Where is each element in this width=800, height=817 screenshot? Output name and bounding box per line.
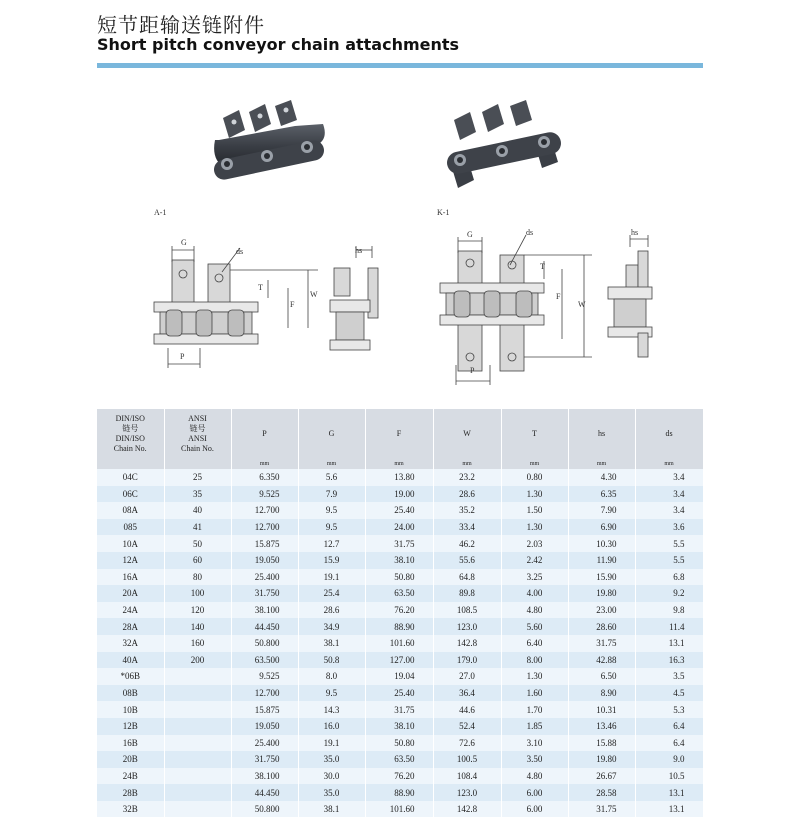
cell-din: 10A bbox=[97, 535, 164, 552]
unit-g: mm bbox=[298, 459, 365, 469]
cell-hs: 19.80 bbox=[568, 585, 635, 602]
dim-label-ds-right: ds bbox=[526, 228, 534, 237]
cell-hs: 4.30 bbox=[568, 469, 635, 486]
cell-f: 13.80 bbox=[365, 469, 433, 486]
cell-t: 4.80 bbox=[501, 602, 568, 619]
header-ds: ds bbox=[635, 409, 703, 459]
cell-din: 20A bbox=[97, 585, 164, 602]
header-din-iso-line4: Chain No. bbox=[113, 444, 147, 453]
cell-f: 88.90 bbox=[365, 784, 433, 801]
header-ansi-line4: Chain No. bbox=[181, 444, 214, 453]
cell-ansi: 50 bbox=[164, 535, 231, 552]
dim-label-hs-right: hs bbox=[631, 228, 639, 237]
cell-g: 9.5 bbox=[298, 519, 365, 536]
cell-ansi: 80 bbox=[164, 569, 231, 586]
cell-din: 24B bbox=[97, 768, 164, 785]
dim-label-t-left: T bbox=[258, 283, 263, 292]
table-row bbox=[97, 701, 703, 718]
cell-p: 19.050 bbox=[231, 718, 298, 735]
cell-ansi: 160 bbox=[164, 635, 231, 652]
cell-w: 108.4 bbox=[433, 768, 501, 785]
cell-ansi bbox=[164, 685, 231, 702]
cell-p: 9.525 bbox=[231, 486, 298, 503]
diagram-label-a1: A-1 bbox=[154, 208, 167, 217]
table-unit-row bbox=[97, 459, 703, 469]
cell-ansi bbox=[164, 784, 231, 801]
cell-p: 6.350 bbox=[231, 469, 298, 486]
cell-w: 28.6 bbox=[433, 486, 501, 503]
cell-ds: 3.4 bbox=[635, 502, 703, 519]
cell-f: 88.90 bbox=[365, 618, 433, 635]
cell-g: 8.0 bbox=[298, 668, 365, 685]
cell-f: 24.00 bbox=[365, 519, 433, 536]
dim-label-g-right: G bbox=[467, 230, 473, 239]
table-row bbox=[97, 784, 703, 801]
cell-hs: 42.88 bbox=[568, 652, 635, 669]
cell-din: 08B bbox=[97, 685, 164, 702]
cell-g: 34.9 bbox=[298, 618, 365, 635]
cell-t: 4.80 bbox=[501, 768, 568, 785]
cell-t: 0.80 bbox=[501, 469, 568, 486]
dim-label-p-left: P bbox=[180, 352, 185, 361]
cell-w: 64.8 bbox=[433, 569, 501, 586]
cell-din: 06C bbox=[97, 486, 164, 503]
header-ansi-line2: 链号 bbox=[189, 424, 206, 433]
cell-hs: 6.50 bbox=[568, 668, 635, 685]
unit-ansi bbox=[164, 459, 231, 469]
cell-ansi bbox=[164, 768, 231, 785]
cell-hs: 10.30 bbox=[568, 535, 635, 552]
cell-ds: 5.3 bbox=[635, 701, 703, 718]
cell-ds: 3.6 bbox=[635, 519, 703, 536]
cell-hs: 19.80 bbox=[568, 751, 635, 768]
cell-din: 32B bbox=[97, 801, 164, 817]
cell-t: 5.60 bbox=[501, 618, 568, 635]
cell-g: 35.0 bbox=[298, 784, 365, 801]
cell-f: 31.75 bbox=[365, 535, 433, 552]
cell-ds: 9.8 bbox=[635, 602, 703, 619]
chain-photo-k1 bbox=[440, 98, 570, 193]
cell-g: 12.7 bbox=[298, 535, 365, 552]
cell-din: *06B bbox=[97, 668, 164, 685]
header-din-iso bbox=[97, 409, 164, 459]
cell-p: 44.450 bbox=[231, 618, 298, 635]
cell-ds: 10.5 bbox=[635, 768, 703, 785]
cell-g: 28.6 bbox=[298, 602, 365, 619]
cell-t: 3.50 bbox=[501, 751, 568, 768]
cell-din: 12B bbox=[97, 718, 164, 735]
cell-ds: 5.5 bbox=[635, 535, 703, 552]
header-t: T bbox=[501, 409, 568, 459]
cell-din: 28B bbox=[97, 784, 164, 801]
cell-p: 12.700 bbox=[231, 519, 298, 536]
cell-f: 63.50 bbox=[365, 751, 433, 768]
table-row bbox=[97, 585, 703, 602]
cell-f: 63.50 bbox=[365, 585, 433, 602]
table-row bbox=[97, 685, 703, 702]
cell-g: 38.1 bbox=[298, 801, 365, 817]
table-row bbox=[97, 801, 703, 817]
dim-label-f-left: F bbox=[290, 300, 295, 309]
cell-w: 142.8 bbox=[433, 635, 501, 652]
table-row bbox=[97, 535, 703, 552]
cell-f: 50.80 bbox=[365, 569, 433, 586]
cell-g: 30.0 bbox=[298, 768, 365, 785]
cell-ds: 6.4 bbox=[635, 735, 703, 752]
cell-w: 23.2 bbox=[433, 469, 501, 486]
cell-ds: 9.2 bbox=[635, 585, 703, 602]
cell-hs: 11.90 bbox=[568, 552, 635, 569]
cell-din: 16A bbox=[97, 569, 164, 586]
page-title-en: Short pitch conveyor chain attachments bbox=[97, 35, 460, 54]
cell-hs: 23.00 bbox=[568, 602, 635, 619]
cell-ansi: 200 bbox=[164, 652, 231, 669]
cell-f: 101.60 bbox=[365, 635, 433, 652]
cell-w: 123.0 bbox=[433, 784, 501, 801]
cell-ds: 13.1 bbox=[635, 784, 703, 801]
cell-f: 25.40 bbox=[365, 685, 433, 702]
cell-ansi: 41 bbox=[164, 519, 231, 536]
cell-f: 101.60 bbox=[365, 801, 433, 817]
header-ansi-line3: ANSI bbox=[188, 434, 207, 443]
cell-p: 50.800 bbox=[231, 801, 298, 817]
cell-p: 9.525 bbox=[231, 668, 298, 685]
cell-t: 4.00 bbox=[501, 585, 568, 602]
cell-t: 8.00 bbox=[501, 652, 568, 669]
diagram-label-k1: K-1 bbox=[437, 208, 450, 217]
cell-t: 1.50 bbox=[501, 502, 568, 519]
header-din-iso-line3: DIN/ISO bbox=[115, 434, 145, 443]
cell-w: 72.6 bbox=[433, 735, 501, 752]
cell-p: 31.750 bbox=[231, 585, 298, 602]
cell-ds: 3.5 bbox=[635, 668, 703, 685]
cell-f: 31.75 bbox=[365, 701, 433, 718]
table-row bbox=[97, 552, 703, 569]
cell-w: 108.5 bbox=[433, 602, 501, 619]
header-w: W bbox=[433, 409, 501, 459]
cell-t: 2.42 bbox=[501, 552, 568, 569]
cell-ds: 16.3 bbox=[635, 652, 703, 669]
table-row bbox=[97, 519, 703, 536]
table-row bbox=[97, 635, 703, 652]
table-body bbox=[97, 469, 703, 817]
cell-g: 38.1 bbox=[298, 635, 365, 652]
cell-t: 1.60 bbox=[501, 685, 568, 702]
table-row bbox=[97, 751, 703, 768]
dim-label-hs-left: hs bbox=[355, 246, 363, 255]
cell-f: 76.20 bbox=[365, 602, 433, 619]
unit-hs: mm bbox=[568, 459, 635, 469]
cell-ansi bbox=[164, 718, 231, 735]
spec-table bbox=[97, 409, 704, 817]
cell-f: 127.00 bbox=[365, 652, 433, 669]
cell-p: 38.100 bbox=[231, 602, 298, 619]
header-din-iso-line1: DIN/ISO bbox=[115, 414, 145, 423]
cell-ansi: 100 bbox=[164, 585, 231, 602]
cell-p: 12.700 bbox=[231, 685, 298, 702]
cell-ansi: 140 bbox=[164, 618, 231, 635]
cell-p: 15.875 bbox=[231, 701, 298, 718]
cell-g: 35.0 bbox=[298, 751, 365, 768]
unit-p: mm bbox=[231, 459, 298, 469]
header-ansi bbox=[164, 409, 231, 459]
cell-p: 12.700 bbox=[231, 502, 298, 519]
cell-ds: 3.4 bbox=[635, 486, 703, 503]
table-row bbox=[97, 602, 703, 619]
cell-g: 9.5 bbox=[298, 502, 365, 519]
cell-w: 46.2 bbox=[433, 535, 501, 552]
cell-w: 44.6 bbox=[433, 701, 501, 718]
cell-w: 179.0 bbox=[433, 652, 501, 669]
unit-f: mm bbox=[365, 459, 433, 469]
cell-hs: 13.46 bbox=[568, 718, 635, 735]
cell-din: 04C bbox=[97, 469, 164, 486]
unit-t: mm bbox=[501, 459, 568, 469]
cell-g: 19.1 bbox=[298, 735, 365, 752]
cell-f: 50.80 bbox=[365, 735, 433, 752]
cell-t: 1.30 bbox=[501, 519, 568, 536]
cell-f: 25.40 bbox=[365, 502, 433, 519]
cell-din: 32A bbox=[97, 635, 164, 652]
cell-g: 25.4 bbox=[298, 585, 365, 602]
table-row bbox=[97, 569, 703, 586]
cell-din: 085 bbox=[97, 519, 164, 536]
cell-p: 25.400 bbox=[231, 569, 298, 586]
cell-w: 100.5 bbox=[433, 751, 501, 768]
cell-hs: 15.88 bbox=[568, 735, 635, 752]
table-row bbox=[97, 502, 703, 519]
cell-ds: 13.1 bbox=[635, 801, 703, 817]
cell-g: 15.9 bbox=[298, 552, 365, 569]
cell-din: 10B bbox=[97, 701, 164, 718]
cell-ds: 6.8 bbox=[635, 569, 703, 586]
cell-din: 24A bbox=[97, 602, 164, 619]
dim-label-ds-left: ds bbox=[236, 247, 244, 256]
cell-ansi: 25 bbox=[164, 469, 231, 486]
header-g: G bbox=[298, 409, 365, 459]
cell-t: 6.00 bbox=[501, 801, 568, 817]
cell-g: 50.8 bbox=[298, 652, 365, 669]
table-row bbox=[97, 718, 703, 735]
cell-f: 19.04 bbox=[365, 668, 433, 685]
cell-ansi bbox=[164, 801, 231, 817]
cell-p: 25.400 bbox=[231, 735, 298, 752]
dim-label-g-left: G bbox=[181, 238, 187, 247]
cell-t: 3.25 bbox=[501, 569, 568, 586]
table-row bbox=[97, 618, 703, 635]
cell-g: 9.5 bbox=[298, 685, 365, 702]
cell-ansi: 35 bbox=[164, 486, 231, 503]
cell-hs: 28.60 bbox=[568, 618, 635, 635]
cell-ds: 9.0 bbox=[635, 751, 703, 768]
header-din-iso-line2: 链号 bbox=[122, 424, 139, 433]
table-header-row bbox=[97, 409, 703, 459]
cell-din: 20B bbox=[97, 751, 164, 768]
header-f: F bbox=[365, 409, 433, 459]
cell-hs: 6.35 bbox=[568, 486, 635, 503]
cell-hs: 28.58 bbox=[568, 784, 635, 801]
cell-ansi: 60 bbox=[164, 552, 231, 569]
cell-g: 14.3 bbox=[298, 701, 365, 718]
cell-hs: 31.75 bbox=[568, 801, 635, 817]
cell-ansi: 40 bbox=[164, 502, 231, 519]
header-ansi-line1: ANSI bbox=[188, 414, 207, 423]
cell-t: 1.70 bbox=[501, 701, 568, 718]
cell-hs: 26.67 bbox=[568, 768, 635, 785]
cell-din: 12A bbox=[97, 552, 164, 569]
cell-din: 16B bbox=[97, 735, 164, 752]
cell-hs: 7.90 bbox=[568, 502, 635, 519]
cell-w: 142.8 bbox=[433, 801, 501, 817]
cell-g: 19.1 bbox=[298, 569, 365, 586]
cell-w: 33.4 bbox=[433, 519, 501, 536]
table-row bbox=[97, 652, 703, 669]
cell-f: 38.10 bbox=[365, 718, 433, 735]
cell-w: 35.2 bbox=[433, 502, 501, 519]
cell-din: 28A bbox=[97, 618, 164, 635]
cell-din: 08A bbox=[97, 502, 164, 519]
cell-p: 19.050 bbox=[231, 552, 298, 569]
table-row bbox=[97, 486, 703, 503]
cell-t: 1.85 bbox=[501, 718, 568, 735]
page-title-cn: 短节距输送链附件 bbox=[97, 13, 265, 37]
cell-t: 1.30 bbox=[501, 668, 568, 685]
cell-hs: 10.31 bbox=[568, 701, 635, 718]
cell-t: 6.00 bbox=[501, 784, 568, 801]
cell-g: 5.6 bbox=[298, 469, 365, 486]
cell-ansi bbox=[164, 668, 231, 685]
unit-w: mm bbox=[433, 459, 501, 469]
dim-label-w-left: W bbox=[310, 290, 318, 299]
cell-g: 7.9 bbox=[298, 486, 365, 503]
cell-g: 16.0 bbox=[298, 718, 365, 735]
cell-p: 63.500 bbox=[231, 652, 298, 669]
cell-p: 38.100 bbox=[231, 768, 298, 785]
cell-hs: 6.90 bbox=[568, 519, 635, 536]
cell-ds: 5.5 bbox=[635, 552, 703, 569]
cell-ds: 6.4 bbox=[635, 718, 703, 735]
cell-w: 36.4 bbox=[433, 685, 501, 702]
cell-t: 3.10 bbox=[501, 735, 568, 752]
cell-f: 76.20 bbox=[365, 768, 433, 785]
cell-w: 52.4 bbox=[433, 718, 501, 735]
cell-f: 19.00 bbox=[365, 486, 433, 503]
header-hs: hs bbox=[568, 409, 635, 459]
cell-ds: 13.1 bbox=[635, 635, 703, 652]
header-p: P bbox=[231, 409, 298, 459]
dim-label-f-right: F bbox=[556, 292, 561, 301]
cell-p: 15.875 bbox=[231, 535, 298, 552]
unit-din bbox=[97, 459, 164, 469]
table-row bbox=[97, 735, 703, 752]
table-row bbox=[97, 668, 703, 685]
title-divider bbox=[97, 63, 703, 68]
cell-p: 44.450 bbox=[231, 784, 298, 801]
cell-ansi bbox=[164, 701, 231, 718]
cell-ansi bbox=[164, 735, 231, 752]
unit-ds: mm bbox=[635, 459, 703, 469]
chain-photo-a1 bbox=[205, 100, 335, 190]
cell-w: 27.0 bbox=[433, 668, 501, 685]
dim-label-t-right: T bbox=[540, 262, 545, 271]
cell-hs: 31.75 bbox=[568, 635, 635, 652]
table-row bbox=[97, 469, 703, 486]
cell-hs: 8.90 bbox=[568, 685, 635, 702]
cell-ds: 4.5 bbox=[635, 685, 703, 702]
cell-ansi: 120 bbox=[164, 602, 231, 619]
dim-label-w-right: W bbox=[578, 300, 586, 309]
cell-t: 1.30 bbox=[501, 486, 568, 503]
cell-w: 55.6 bbox=[433, 552, 501, 569]
cell-hs: 15.90 bbox=[568, 569, 635, 586]
cell-ds: 3.4 bbox=[635, 469, 703, 486]
cell-din: 40A bbox=[97, 652, 164, 669]
cell-w: 89.8 bbox=[433, 585, 501, 602]
cell-f: 38.10 bbox=[365, 552, 433, 569]
cell-t: 6.40 bbox=[501, 635, 568, 652]
cell-ansi bbox=[164, 751, 231, 768]
cell-p: 31.750 bbox=[231, 751, 298, 768]
table-row bbox=[97, 768, 703, 785]
cell-w: 123.0 bbox=[433, 618, 501, 635]
cell-p: 50.800 bbox=[231, 635, 298, 652]
cell-ds: 11.4 bbox=[635, 618, 703, 635]
cell-t: 2.03 bbox=[501, 535, 568, 552]
dim-label-p-right: P bbox=[470, 366, 475, 375]
